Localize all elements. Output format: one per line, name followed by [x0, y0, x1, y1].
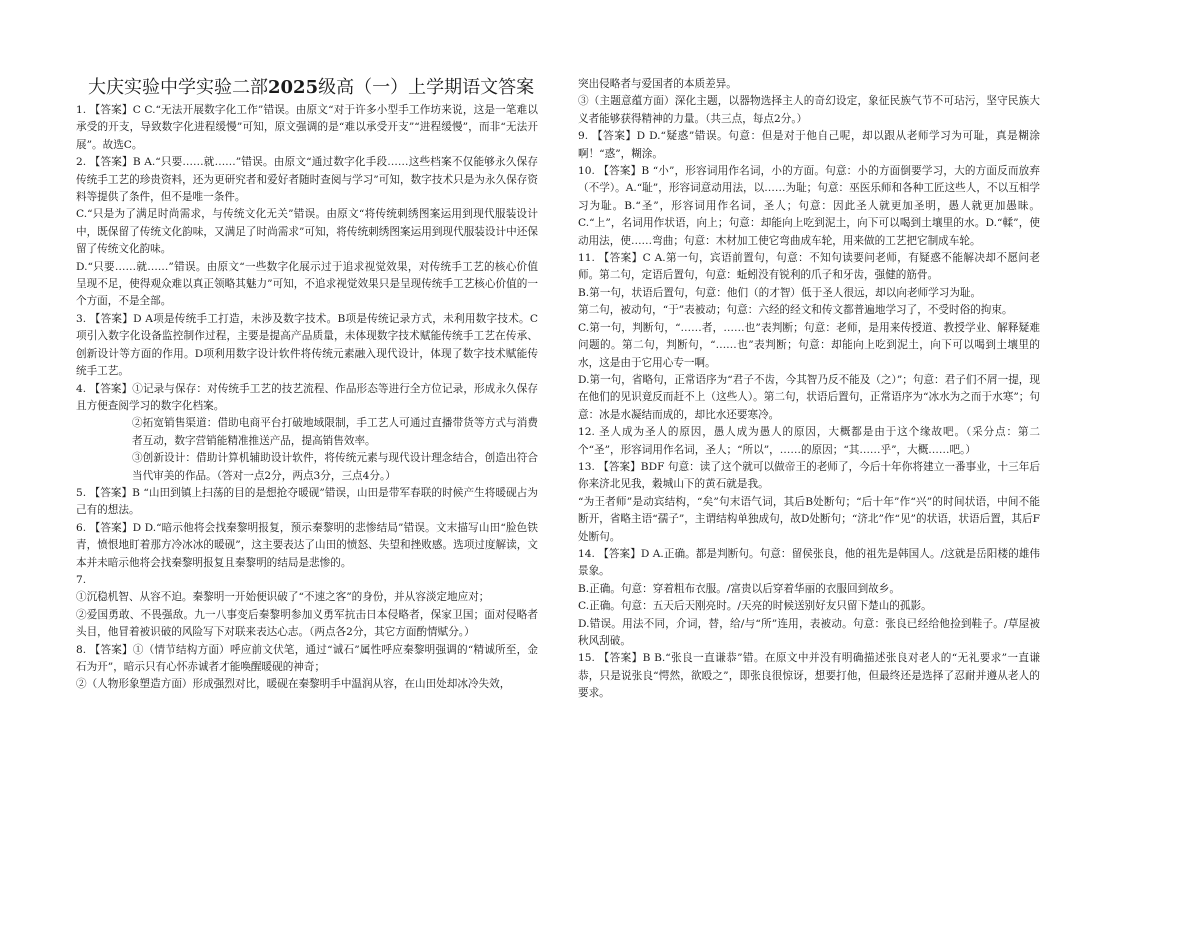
answer-paragraph: ③创新设计：借助计算机辅助设计软件，将传统元素与现代设计理念结合，创造出符合当代审美的作品。（答对一点2分，两点3分，三点4分。）: [132, 452, 538, 482]
answer-paragraph: ②拓宽销售渠道：借助电商平台打破地域限制，手工艺人可通过直播带货等方式与消费者互动，数字营销能精准推送产品，提高销售效率。: [132, 417, 538, 447]
answer-paragraph: 8. 【答案】①（情节结构方面）呼应前文伏笔，通过“诚石”属性呼应秦黎明强调的“精诚所至，金石为开”，暗示只有心怀赤诚者才能唤醒暖砚的神奇；: [76, 643, 538, 673]
answer-paragraph: 11. 【答案】C A.第一句，宾语前置句，句意：不知句读要问老师，有疑惑不能解决却不愿问老师。第二句，定语后置句，句意：蚯蚓没有锐利的爪子和牙齿，强健的筋骨。: [578, 252, 1040, 282]
answer-paragraph: 1. 【答案】C C.“无法开展数字化工作”错误。由原文“对于许多小型手工作坊来说，这是一笔难以承受的开支，导致数字化进程缓慢”可知，原文强调的是“难以承受开支”“进程缓慢”，而非“无法开展”。故选C。: [76, 104, 538, 151]
answer-paragraph: 2. 【答案】B A.“只要……就……”错误。由原文“通过数字化手段……这些档案不仅能够永久保存传统手工艺的珍贵资料，还为更研究者和爱好者随时查阅与学习”可知，数字技术只是为永久保存资料等提供了条件，但不是唯一条件。: [76, 156, 538, 204]
answer-paragraph: 4. 【答案】①记录与保存：对传统手工艺的技艺流程、作品形态等进行全方位记录，形成永久保存且方便查阅学习的数字化档案。: [76, 382, 538, 412]
answer-paragraph: B.正确。句意：穿着粗布衣服。/富贵以后穿着华丽的衣服回到故乡。: [578, 582, 900, 595]
title-prefix: 大庆实验中学实验二部: [88, 77, 268, 98]
answer-paragraph: 9. 【答案】D D.“疑惑”错误。句意：但是对于他自己呢，却以跟从老师学习为可耻，真是糊涂啊！“惑”，糊涂。: [578, 130, 1040, 160]
answer-paragraph: 15. 【答案】B B.“张良一直谦恭”错。在原文中并没有明确描述张良对老人的“无礼要求”一直谦恭，只是说张良“愕然，欲殴之”，即张良很惊讶，想要打他，但最终还是选择了忍耐并遵从老人的要求。: [578, 652, 1040, 700]
answer-paragraph: ②（人物形象塑造方面）形成强烈对比，暖砚在秦黎明手中温润从容，在山田处却冰冷失效，: [76, 678, 511, 691]
answer-paragraph: ①沉稳机智、从容不迫。秦黎明一开始便识破了“不速之客”的身份，并从容淡定地应对；: [76, 591, 490, 604]
answer-paragraph: 5. 【答案】B “山田到镇上扫荡的目的是想抢夺暖砚”错误，山田是带军春联的时候产生将暖砚占为己有的想法。: [76, 486, 538, 517]
title-year: 2025: [268, 77, 319, 98]
answer-paragraph: 14. 【答案】D A.正确。都是判断句。句意：留侯张良，他的祖先是韩国人。/这就是岳阳楼的雄伟景象。: [578, 547, 1040, 578]
answer-paragraph: C.“只是为了满足时尚需求，与传统文化无关”错误。由原文“将传统刺绣图案运用到现代服装设计中，既保留了传统文化韵味，又满足了时尚需求”可知，将传统刺绣图案运用到现代服装设计中还保留了传统文化韵味。: [76, 208, 538, 256]
answer-paragraph: C.正确。句意：五天后天刚亮时。/天亮的时候送别好友只留下楚山的孤影。: [578, 600, 932, 613]
answer-paragraph: D.第一句，省略句，正常语序为“君子不齿，今其智乃反不能及（之）”；句意：君子们不屑一提，现在他们的见识竟反而赶不上（这些人）。第二句，状语后置句，正常语序为“冰水为之而于水寒”；句意：冰是水凝结而成的，却比水还要寒冷。: [578, 373, 1040, 421]
answer-paragraph: “为王者师”是动宾结构，“矣”句末语气词，其后B处断句；“后十年”作“兴”的时间状语，中间不能断开，省略主语“孺子”，主谓结构单独成句，故D处断句；“济北”作“见”的状语，状语后置，其后F处断句。: [578, 495, 1040, 543]
answer-paragraph: ③（主题意蕴方面）深化主题，以器物选择主人的奇幻设定，象征民族气节不可玷污，坚守民族大义者能够获得精神的力量。（共三点，每点2分。）: [578, 95, 1040, 125]
title-suffix: 级高（一）上学期语文答案: [318, 77, 535, 98]
answer-paragraph: C.第一句，判断句，“……者，……也”表判断；句意：老师，是用来传授道、教授学业、解释疑难问题的。第二句，判断句，“……也”表判断；句意：却能向上吃到泥土，向下可以喝到土壤里的水，这是由于它用心专一啊。: [578, 321, 1040, 369]
answer-paragraph: 7.: [76, 573, 87, 586]
answer-paragraph: 3. 【答案】D A项是传统手工打造，未涉及数字技术。B项是传统记录方式，未利用数字技术。C项引入数字化设备监控制作过程，主要是提高产品质量，未体现数字技术赋能传统手工艺在传承、创新设计等方面的作用。D项利用数字设计软件将传统元素融入现代设计，体现了数字技术赋能传统手工艺。: [76, 312, 538, 378]
answer-paragraph: B.第一句，状语后置句，句意：他们（的才智）低于圣人很远，却以向老师学习为耻。: [578, 286, 982, 299]
answer-paragraph: 13. 【答案】BDF 句意：读了这个就可以做帝王的老师了，今后十年你将建立一番事业，十三年后你来济北见我，穀城山下的黄石就是我。: [578, 460, 1040, 491]
right-column: [578, 76, 1040, 703]
answer-paragraph: 10. 【答案】B “小”，形容词用作名词，小的方面。句意：小的方面倒要学习，大的方面反而放弃（不学）。A.“耻”，形容词意动用法，以……为耻；句意：巫医乐师和各种工匠这些人，不以互相学习为耻。B.“圣”，形容词用作名词，圣人；句意：因此圣人就更加圣明，愚人就更加愚昧。C.“上”，名词用作状语，向上；句意：却能向上吃到泥土，向下可以喝到土壤里的水。D.“輮”，使动用法，使……弯曲；句意：木材加工使它弯曲成车轮，用来做的工艺把它制成车轮。: [578, 165, 1040, 247]
answer-paragraph: D.错误。用法不同，介词，替，给/与“所”连用，表被动。句意：张良已经给他捡到鞋子。/草屋被秋风刮破。: [578, 617, 1040, 647]
answer-paragraph: 第二句，被动句，“于”表被动；句意：六经的经文和传文都普遍地学习了，不受时俗的拘束。: [578, 304, 1013, 317]
answer-paragraph: 6. 【答案】D D.“暗示他将会找秦黎明报复，预示秦黎明的悲惨结局”错误。文末描写山田“脸色铁青，愤恨地盯着那方冷冰冰的暖砚”，这主要表达了山田的愤怒、失望和挫败感。选项过度解读，文本并未暗示他将会找秦黎明报复且秦黎明的结局是悲惨的。: [76, 521, 538, 569]
answer-paragraph: 12. 圣人成为圣人的原因，愚人成为愚人的原因，大概都是由于这个缘故吧。（采分点：第二个“圣”，形容词用作名词，圣人；“所以”，……的原因；“其……乎”，大概……吧。）: [578, 426, 1040, 456]
answer-paragraph: ②爱国勇敢、不畏强敌。九一八事变后秦黎明参加义勇军抗击日本侵略者，保家卫国；面对侵略者头目，他冒着被识破的风险写下对联来表达心志。（两点各2分，其它方面酌情赋分。）: [76, 608, 538, 639]
answer-paragraph: 突出侵略者与爱国者的本质差异。: [578, 78, 737, 90]
answer-paragraph: D.“只要……就……”错误。由原文“一些数字化展示过于追求视觉效果，对传统手工艺的核心价值呈现不足，使得观众难以真正领略其魅力”可知，不追求视觉效果只是呈现传统手工艺核心价值的一个方面，不是全部。: [76, 260, 538, 308]
left-column: [76, 76, 538, 694]
